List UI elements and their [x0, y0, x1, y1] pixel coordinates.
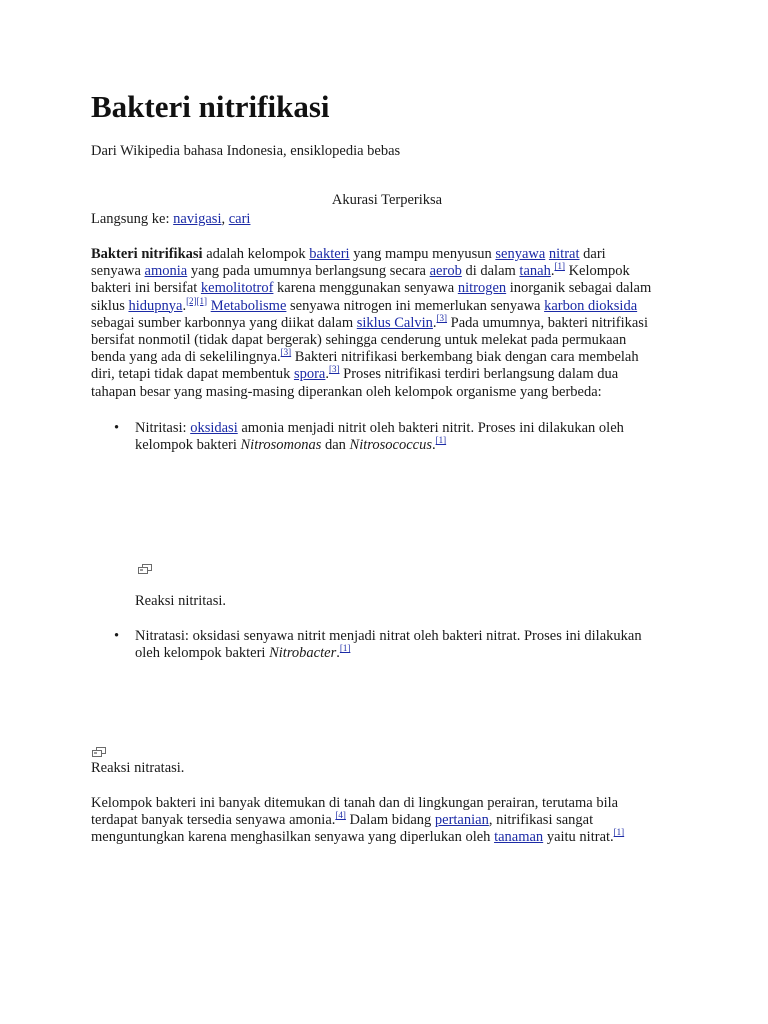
reference-link[interactable]: [4] [335, 810, 346, 821]
bullet-line: kelompok bakteri Nitrosomonas dan Nitrosococcus.[1] [135, 435, 447, 454]
list-item-nitratasi [114, 628, 675, 662]
jump-prefix: Langsung ke: [91, 211, 174, 227]
intro-line: benda yang ada di sekelilingnya.[3] Bakteri nitrifikasi berkembang biak dengan cara membelah [91, 347, 639, 366]
link-pertanian[interactable]: pertanian [434, 812, 489, 829]
reference-link[interactable]: [1] [435, 435, 447, 446]
link-metabolisme[interactable]: Metabolisme [210, 297, 287, 314]
link-kemolitotrof[interactable]: kemolitotrof [200, 280, 274, 297]
intro-line: bakteri ini bersifat kemolitotrof karena menggunakan senyawa nitrogen inorganik sebagai dalam [91, 280, 652, 297]
link-nitrat[interactable]: nitrat [548, 246, 580, 262]
link-karbon-dioksida[interactable]: karbon dioksida [544, 297, 638, 314]
list-item-nitritasi [114, 420, 675, 454]
link-aerob[interactable]: aerob [429, 263, 462, 280]
species-name: Nitrosomonas [240, 437, 322, 454]
article-subject: Bakteri nitrifikasi [91, 246, 203, 262]
link-oksidasi[interactable]: oksidasi [190, 420, 238, 436]
figure-caption-nitratasi: Reaksi nitratasi. [91, 760, 185, 776]
link-nitrogen[interactable]: nitrogen [457, 280, 507, 297]
reference-link[interactable]: [3] [329, 364, 340, 375]
reference-link[interactable]: [1] [339, 643, 351, 654]
page-title: Bakteri nitrifikasi [91, 89, 330, 124]
jump-navigation-link[interactable]: navigasi [173, 211, 222, 227]
reference-link[interactable]: [3] [280, 347, 292, 358]
link-siklus-calvin[interactable]: siklus Calvin [356, 314, 433, 331]
bullet-line: Nitratasi: oksidasi senyawa nitrit menjadi nitrat oleh bakteri nitrat. Proses ini dilakukan [135, 628, 642, 644]
jump-search-link[interactable]: cari [228, 211, 251, 227]
jump-separator: , [221, 211, 229, 227]
link-amonia[interactable]: amonia [144, 263, 188, 280]
bullet-marker: • [114, 628, 120, 644]
intro-line: bersifat nonmotil (tidak dapat bergerak) sehingga cenderung untuk melekat pada permukaan [91, 331, 627, 348]
bullet-line: oleh kelompok bakteri Nitrobacter.[1] [135, 643, 351, 662]
reference-link[interactable]: [1] [554, 261, 565, 272]
intro-line: senyawa amonia yang pada umumnya berlangsung secara aerob di dalam tanah.[1] Kelompok [91, 261, 630, 280]
broken-image-icon[interactable] [92, 747, 106, 757]
bullet-line: Nitritasi: oksidasi amonia menjadi nitrit oleh bakteri nitrit. Proses ini dilakukan oleh [135, 420, 624, 436]
broken-image-icon[interactable] [138, 564, 152, 574]
closing-line: Kelompok bakteri ini banyak ditemukan di tanah dan di lingkungan perairan, terutama bila [91, 795, 619, 811]
species-name: Nitrosococcus [349, 437, 432, 454]
closing-paragraph [91, 795, 683, 847]
bullet-marker: • [114, 420, 120, 436]
species-name: Nitrobacter [269, 645, 337, 662]
intro-line: tahapan besar yang masing-masing diperankan oleh kelompok organisme yang berbeda: [91, 383, 602, 400]
reference-link[interactable]: [2][1] [186, 295, 208, 306]
intro-line: Bakteri nitrifikasi adalah kelompok bakteri yang mampu menyusun senyawa nitrat dari [91, 246, 606, 262]
intro-line: siklus hidupnya.[2][1] Metabolisme senyawa nitrogen ini memerlukan senyawa karbon dioksida [91, 295, 638, 314]
link-hidupnya[interactable]: hidupnya [128, 297, 183, 314]
figure-caption-nitritasi: Reaksi nitritasi. [135, 593, 227, 609]
link-senyawa[interactable]: senyawa [495, 246, 546, 262]
accuracy-label: Akurasi Terperiksa [331, 192, 443, 208]
intro-line: sebagai sumber karbonnya yang diikat dalam siklus Calvin.[3] Pada umumnya, bakteri nitrifikasi [91, 312, 648, 331]
reference-link[interactable]: [1] [613, 827, 625, 838]
closing-line: terdapat banyak tersedia senyawa amonia.[4] Dalam bidang pertanian, nitrifikasi sangat [91, 810, 594, 829]
link-tanah[interactable]: tanah [519, 263, 551, 280]
intro-paragraph [91, 246, 683, 401]
link-spora[interactable]: spora [293, 366, 326, 383]
intro-line: diri, tetapi tidak dapat membentuk spora.[3] Proses nitrifikasi terdiri berlangsung dalam dua [91, 364, 619, 383]
link-tanaman[interactable]: tanaman [494, 829, 544, 846]
article-subtitle: Dari Wikipedia bahasa Indonesia, ensiklopedia bebas [91, 143, 401, 159]
reference-link[interactable]: [3] [436, 312, 448, 323]
jump-links [91, 211, 250, 228]
link-bakteri[interactable]: bakteri [309, 246, 350, 262]
closing-line: menguntungkan karena menghasilkan senyawa yang diperlukan oleh tanaman yaitu nitrat.[1] [91, 827, 625, 846]
